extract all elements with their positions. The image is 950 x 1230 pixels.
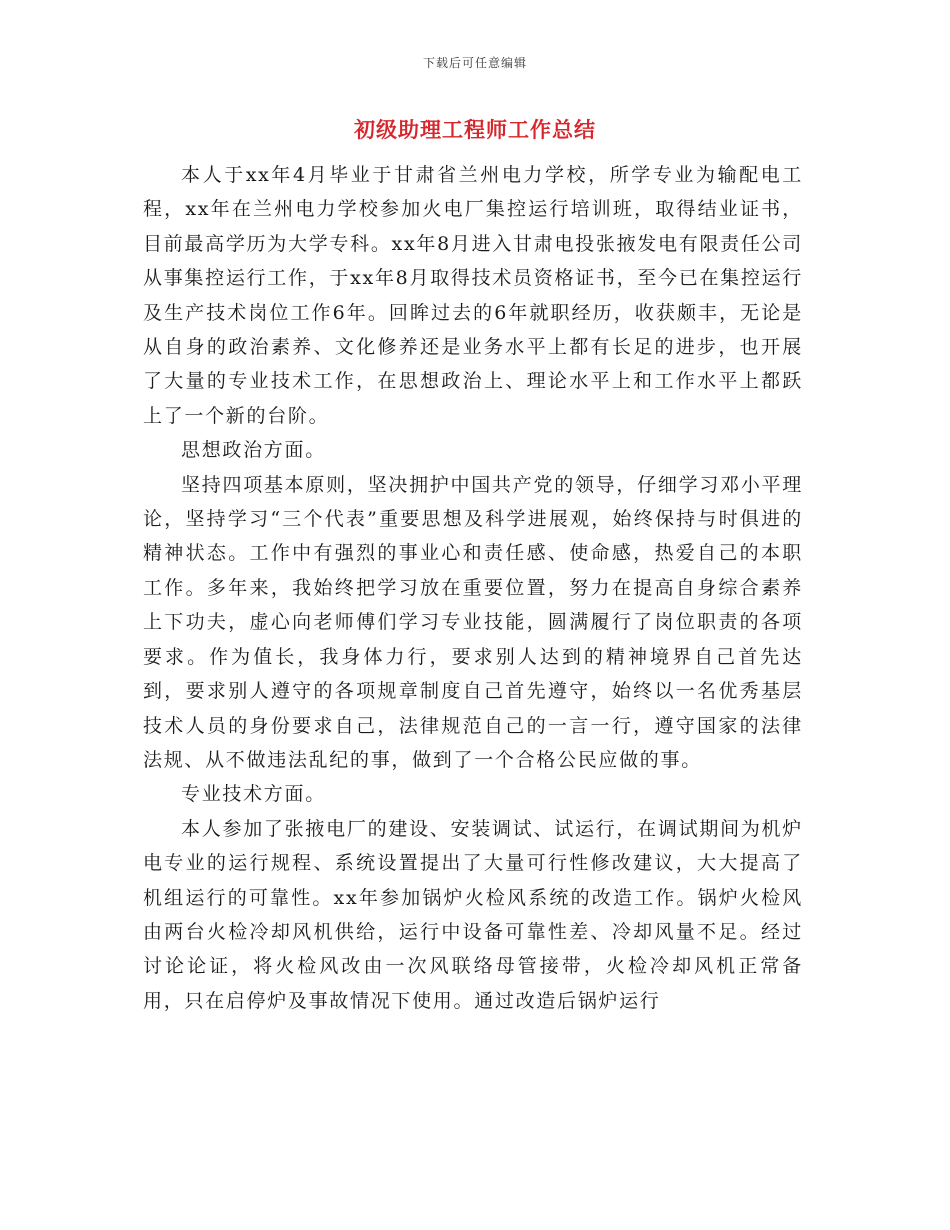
document-title: 初级助理工程师工作总结 <box>354 117 596 142</box>
paragraph-intro: 本人于xx年4月毕业于甘肃省兰州电力学校，所学专业为输配电工程，xx年在兰州电力学校参加火电厂集控运行培训班，取得结业证书，目前最高学历为大学专科。xx年8月进入甘肃电投张掖发电有限责任公司从事集控运行工作，于xx年8月取得技术员资格证书，至今已在集控运行及生产技术岗位工作6年。回眸过去的6年就职经历，收获颇丰，无论是从自身的政治素养、文化修养还是业务水平上都有长足的进步，也开展了大量的专业技术工作，在思想政治上、理论水平上和工作水平上都跃上了一个新的台阶。 <box>143 164 803 427</box>
section-heading-technical: 专业技术方面。 <box>181 783 326 806</box>
header-note: 下载后可任意编辑 <box>422 56 527 70</box>
paragraph-political: 坚持四项基本原则，坚决拥护中国共产党的领导，仔细学习邓小平理论，坚持学习“三个代表”重要思想及科学进展观，始终保持与时俱进的精神状态。工作中有强烈的事业心和责任感、使命感，热爱自己的本职工作。多年来，我始终把学习放在重要位置，努力在提高自身综合素养上下功夫，虚心向老师傅们学习专业技能，圆满履行了岗位职责的各项要求。作为值长，我身体力行，要求别人达到的精神境界自己首先达到，要求别人遵守的各项规章制度自己首先遵守，始终以一名优秀基层技术人员的身份要求自己，法律规范自己的一言一行，遵守国家的法律法规、从不做违法乱纪的事，做到了一个合格公民应做的事。 <box>143 473 803 771</box>
document-body <box>143 158 803 1018</box>
paragraph-technical: 本人参加了张掖电厂的建设、安装调试、试运行，在调试期间为机炉电专业的运行规程、系统设置提出了大量可行性修改建议，大大提高了机组运行的可靠性。xx年参加锅炉火检风系统的改造工作。锅炉火检风由两台火检冷却风机供给，运行中设备可靠性差、冷却风量不足。经过讨论论证，将火检风改由一次风联络母管接带，火检冷却风机正常备用，只在启停炉及事故情况下使用。通过改造后锅炉运行 <box>143 817 803 1012</box>
section-heading-political: 思想政治方面。 <box>181 439 326 462</box>
